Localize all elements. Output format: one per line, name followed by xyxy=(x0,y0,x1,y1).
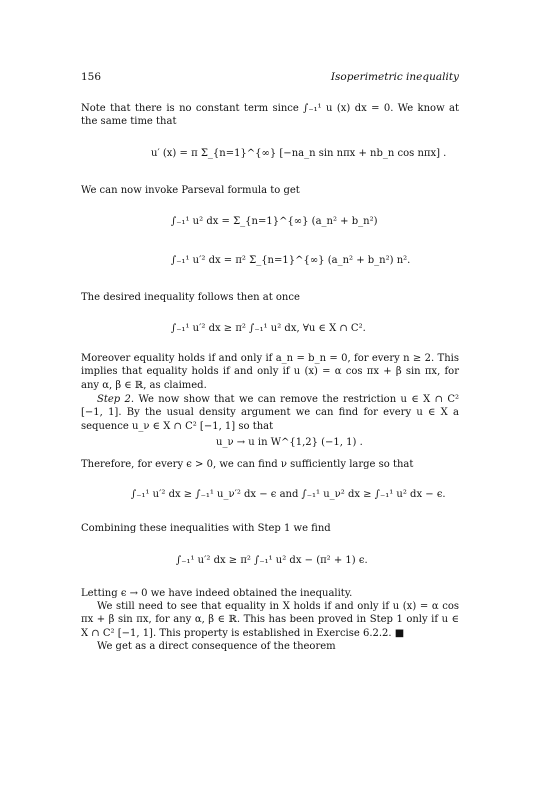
equation-1-text: u′ (x) = π Σ_{n=1}^{∞} [−na_n sin nπx + nb_n cos nπx] . xyxy=(151,148,447,159)
paragraph-10-text: We get as a direct consequence of the theorem xyxy=(97,641,336,652)
paragraph-8-text: Letting ϵ → 0 we have indeed obtained the inequality. xyxy=(81,588,353,599)
equation-3-text: ∫₋₁¹ u′² dx ≥ π² ∫₋₁¹ u² dx, ∀u ∈ X ∩ C². xyxy=(171,323,366,334)
paragraph-6 xyxy=(81,458,459,471)
paragraph-4 xyxy=(81,352,459,392)
equation-3 xyxy=(171,323,366,334)
paragraph-3 xyxy=(81,291,459,304)
paragraph-3-text: The desired inequality follows then at once xyxy=(81,292,300,303)
equation-1 xyxy=(151,148,446,159)
paragraph-4-text: Moreover equality holds if and only if a_n = b_n = 0, for every n ≥ 2. This implies that equality holds if and only if u (x) = α cos πx + β sin πx, for any α, β ∈ ℝ, as claimed. xyxy=(81,353,459,391)
paragraph-8 xyxy=(81,587,459,600)
paragraph-6-text: Therefore, for every ϵ > 0, we can find ν sufficiently large so that xyxy=(81,459,414,470)
running-title: Isoperimetric inequality xyxy=(330,71,459,83)
equation-2b-text: ∫₋₁¹ u′² dx = π² Σ_{n=1}^{∞} (a_n² + b_n²) n². xyxy=(171,255,411,266)
equation-6 xyxy=(176,555,368,566)
equation-2a-text: ∫₋₁¹ u² dx = Σ_{n=1}^{∞} (a_n² + b_n²) xyxy=(171,216,378,227)
paragraph-7-text: Combining these inequalities with Step 1 we find xyxy=(81,523,331,534)
equation-4-text: u_ν → u in W^{1,2} (−1, 1) . xyxy=(216,437,363,448)
equation-5-text: ∫₋₁¹ u′² dx ≥ ∫₋₁¹ u_ν′² dx − ϵ and ∫₋₁¹ u_ν² dx ≥ ∫₋₁¹ u² dx − ϵ. xyxy=(131,489,446,500)
paragraph-2 xyxy=(81,184,459,197)
paragraph-5-text: We now show that we can remove the restriction u ∈ X ∩ C² [−1, 1]. By the usual density argument we can find for every u ∈ X a sequence u_ν ∈ X ∩ C² [−1, 1] so that xyxy=(81,394,459,432)
running-header xyxy=(81,71,459,85)
paragraph-2-text: We can now invoke Parseval formula to get xyxy=(81,185,300,196)
paragraph-10 xyxy=(81,640,459,653)
page-number: 156 xyxy=(81,71,102,83)
equation-5 xyxy=(131,489,446,500)
equation-2b xyxy=(171,255,410,266)
paragraph-1-text: Note that there is no constant term since ∫₋₁¹ u (x) dx = 0. We know at the same time that xyxy=(81,103,459,128)
equation-4 xyxy=(216,437,363,448)
paragraph-9 xyxy=(81,600,459,640)
equation-6-text: ∫₋₁¹ u′² dx ≥ π² ∫₋₁¹ u² dx − (π² + 1) ϵ. xyxy=(176,555,368,566)
paragraph-9-text: We still need to see that equality in X holds if and only if u (x) = α cos πx + β sin πx, for any α, β ∈ ℝ. This has been proved in Step 1 only if u ∈ X ∩ C² [−1, 1]. This property is established in Exercise 6.2.2. ■ xyxy=(81,601,459,639)
paragraph-1 xyxy=(81,102,459,129)
paragraph-5 xyxy=(81,393,459,433)
equation-2a xyxy=(171,216,377,227)
paragraph-7 xyxy=(81,522,459,535)
step-2-label: Step 2. xyxy=(97,394,135,405)
